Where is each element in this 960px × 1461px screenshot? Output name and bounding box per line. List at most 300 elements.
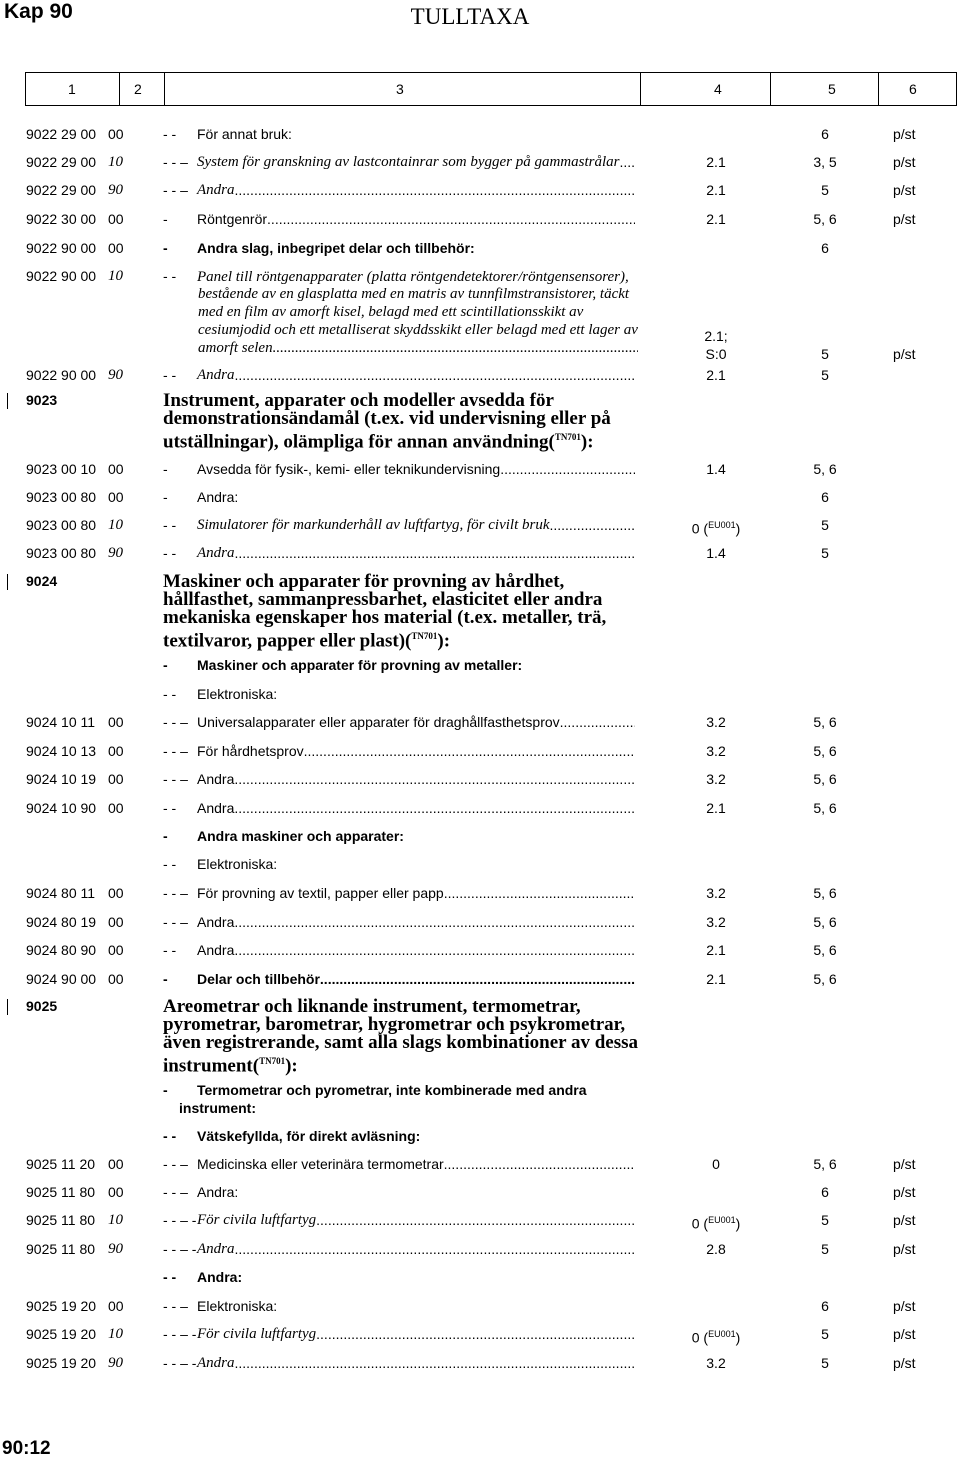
chapter-label: Kap 90	[4, 0, 73, 23]
taric-suffix: 90	[108, 1355, 123, 1371]
description-body	[163, 1240, 635, 1258]
vat-code: 6	[821, 240, 829, 256]
description	[163, 742, 635, 760]
column-header	[25, 72, 957, 106]
column-number: 6	[909, 81, 917, 97]
duty-code	[686, 1325, 746, 1347]
cn-code: 9023 00 10	[26, 461, 97, 477]
vat-code: 5	[821, 367, 829, 383]
description	[163, 884, 635, 902]
vat-code: 5, 6	[813, 771, 837, 787]
description-text: Andra:	[197, 1184, 239, 1200]
supplementary-unit: p/st	[893, 1355, 916, 1371]
duty-code-value: 3.2	[706, 714, 726, 730]
vat-code: 6	[821, 1298, 829, 1314]
description-text: Elektroniska:	[197, 686, 278, 702]
description-body	[163, 460, 635, 478]
taric-suffix: 10	[108, 1212, 123, 1228]
vat-code: 3, 5	[813, 154, 837, 170]
vat-code: 6	[821, 1184, 829, 1200]
description-text: Andra:	[197, 1269, 243, 1285]
duty-code-line: 2.1;	[704, 328, 728, 344]
heading-line	[163, 627, 643, 650]
heading-line-text: utställningar), olämpliga för annan användning(	[163, 431, 555, 453]
vat-code: 5	[821, 1241, 829, 1257]
leader-dots	[234, 799, 635, 817]
duty-code-value: 2.8	[706, 1241, 726, 1257]
description-text: Andra maskiner och apparater:	[197, 828, 404, 844]
description-line-text: med en film av amorft kisel, belagd med ett scintillationsskikt av	[198, 304, 584, 320]
cn-code: 9022 29 00	[26, 182, 97, 198]
supplementary-unit: p/st	[893, 346, 916, 362]
vat-code: 5	[821, 1326, 829, 1342]
description-body	[163, 827, 635, 845]
duty-code	[686, 770, 746, 788]
duty-code-value: 2.1	[706, 971, 726, 987]
column-divider	[770, 73, 771, 105]
vat-code: 5	[821, 346, 829, 362]
footnote-ref: EU001	[708, 1215, 736, 1225]
description	[163, 1325, 635, 1343]
description-line	[198, 321, 638, 339]
vat-code: 5, 6	[813, 714, 837, 730]
duty-code-end: )	[735, 1215, 741, 1232]
leader-dots	[234, 941, 635, 959]
description-body	[163, 1183, 635, 1201]
indent-dashes: -	[163, 657, 168, 673]
description-line-text: cesiumjodid och ett metalliserat skyddsskikt eller belagd med ett lager av	[198, 322, 638, 338]
vat-code: 5	[821, 1355, 829, 1371]
description-line-text: bestående av en glasplatta med en matris av tunnfilmstransistorer, täckt	[198, 286, 630, 302]
vat-code: 5, 6	[813, 461, 837, 477]
vat-code: 5, 6	[813, 743, 837, 759]
taric-suffix: 90	[108, 367, 123, 383]
description	[163, 181, 635, 199]
indent-dashes: - - – -	[163, 1212, 197, 1228]
description-body	[163, 1354, 635, 1372]
description-text: För hårdhetsprov	[197, 743, 304, 759]
duty-code	[686, 544, 746, 562]
duty-code-value: 3.2	[706, 743, 726, 759]
indent-dashes: -	[163, 211, 168, 227]
vat-code: 6	[821, 126, 829, 142]
cn-code: 9024 80 11	[26, 885, 96, 901]
cn-code: 9024 80 90	[26, 942, 97, 958]
description-body	[163, 1155, 635, 1173]
cn-code: 9025 19 20	[26, 1355, 97, 1371]
duty-code-end: )	[735, 1329, 741, 1346]
description-text: Andra	[197, 367, 235, 383]
supplementary-unit: p/st	[893, 1241, 916, 1257]
supplementary-unit: p/st	[893, 154, 916, 170]
duty-code-value: 2.1	[706, 211, 726, 227]
indent-dashes: - - – -	[163, 1326, 197, 1342]
taric-suffix: 10	[108, 1326, 123, 1342]
heading-text	[163, 392, 643, 451]
cn-code: 9022 29 00	[26, 126, 97, 142]
taric-suffix: 00	[108, 1298, 124, 1314]
vat-code: 5, 6	[813, 971, 837, 987]
description	[163, 827, 635, 845]
duty-code	[686, 799, 746, 817]
vat-code: 5, 6	[813, 885, 837, 901]
footnote-ref: TN701	[411, 631, 438, 641]
description-line: instrument:	[179, 1100, 256, 1116]
description	[163, 516, 635, 534]
description-body	[163, 855, 635, 873]
duty-code	[686, 742, 746, 760]
taric-suffix: 00	[108, 211, 124, 227]
description-text: Andra	[197, 1355, 235, 1371]
vat-code: 5	[821, 182, 829, 198]
description-body	[163, 125, 635, 143]
heading-line: pyrometrar, barometrar, hygrometrar och psykrometrar,	[163, 1014, 626, 1035]
taric-suffix: 90	[108, 1241, 123, 1257]
footnote-ref: TN701	[554, 432, 581, 442]
description-body	[163, 884, 635, 902]
description-body	[163, 742, 635, 760]
description	[163, 799, 635, 817]
heading-text	[163, 573, 643, 650]
description-body	[163, 181, 635, 199]
description	[163, 1211, 635, 1229]
description-text: Andra	[197, 771, 235, 787]
duty-code-end: )	[735, 520, 741, 537]
description-body	[163, 239, 635, 257]
leader-dots	[235, 544, 636, 562]
description	[163, 460, 635, 478]
taric-suffix: 90	[108, 182, 123, 198]
heading-line: mekaniska egenskaper hos material (t.ex. metaller, trä,	[163, 607, 607, 628]
footnote-ref: TN701	[259, 1056, 286, 1066]
leader-dots	[444, 884, 635, 902]
description-text: Avsedda för fysik-, kemi- eller teknikundervisning	[197, 461, 501, 477]
taric-suffix: 00	[108, 1156, 124, 1172]
taric-suffix: 00	[108, 914, 124, 930]
description-text: Röntgenrör	[197, 211, 268, 227]
taric-suffix: 00	[108, 489, 124, 505]
heading-line: Maskiner och apparater för provning av hårdhet,	[163, 571, 565, 592]
description-body	[163, 1211, 635, 1229]
taric-suffix: 00	[108, 1184, 124, 1200]
indent-dashes: - - –	[163, 914, 188, 930]
description-body	[163, 970, 635, 988]
heading-line: även registrerande, samt alla slags kombinationer av dessa	[163, 1032, 639, 1053]
description-text: Vätskefyllda, för direkt avläsning:	[197, 1128, 421, 1144]
description-text: Medicinska eller veterinära termometrar	[197, 1156, 444, 1172]
cn-code: 9024 80 19	[26, 914, 97, 930]
description	[163, 153, 635, 171]
description-line: Panel till röntgenapparater (platta röntgendetektorer/röntgensensorer),	[197, 269, 629, 285]
vat-code: 5	[821, 1212, 829, 1228]
duty-code-value: 0	[712, 1156, 720, 1172]
description-text: För annat bruk:	[197, 126, 292, 142]
page-number: 90:12	[2, 1438, 51, 1459]
supplementary-unit: p/st	[893, 126, 916, 142]
indent-dashes: -	[163, 489, 168, 505]
description-body	[163, 656, 635, 674]
column-divider	[640, 73, 641, 105]
description	[163, 685, 635, 703]
cn-code: 9023 00 80	[26, 489, 97, 505]
description	[163, 239, 635, 257]
leader-dots	[234, 770, 635, 788]
cn-code: 9025 19 20	[26, 1326, 97, 1342]
duty-code-value: 1.4	[706, 545, 726, 561]
leader-dots	[620, 153, 636, 171]
description	[163, 366, 635, 384]
indent-dashes: - -	[163, 1269, 177, 1285]
leader-dots	[273, 339, 638, 357]
heading-line-text: textilvaror, papper eller plast)(	[163, 630, 412, 652]
duty-code	[686, 970, 746, 988]
duty-code	[686, 941, 746, 959]
description-text: Elektroniska:	[197, 1298, 278, 1314]
cn-code: 9023 00 80	[26, 545, 97, 561]
heading-code: 9023	[26, 392, 58, 408]
taric-suffix: 10	[108, 154, 123, 170]
duty-code-value: 2.1	[706, 182, 726, 198]
duty-code-value: 1.4	[706, 461, 726, 477]
cn-code: 9025 11 20	[26, 1156, 96, 1172]
indent-dashes: - - –	[163, 182, 188, 198]
duty-code	[686, 460, 746, 478]
leader-dots	[320, 970, 635, 988]
heading-line: Instrument, apparater och modeller avsedda för	[163, 390, 554, 411]
description-body	[163, 770, 635, 788]
vat-code: 5, 6	[813, 211, 837, 227]
cn-code: 9024 10 11	[26, 714, 96, 730]
description	[163, 488, 635, 506]
description-text: Andra	[197, 914, 235, 930]
duty-code-value: 0 (	[691, 520, 709, 537]
duty-code	[686, 327, 746, 363]
column-number: 3	[396, 81, 404, 97]
indent-dashes: -	[163, 240, 168, 256]
duty-code-value: 2.1	[706, 942, 726, 958]
heading-line	[163, 428, 643, 451]
duty-code-value: 3.2	[706, 914, 726, 930]
description	[163, 1240, 635, 1258]
revision-bar	[7, 574, 8, 590]
column-number: 2	[134, 81, 142, 97]
taric-suffix: 00	[108, 714, 124, 730]
heading-line-text: instrument(	[163, 1055, 260, 1077]
description-body	[163, 488, 635, 506]
cn-code: 9022 90 00	[26, 268, 97, 284]
duty-code	[686, 1155, 746, 1173]
column-divider	[119, 73, 120, 105]
description-body	[163, 713, 635, 731]
description-text: Elektroniska:	[197, 856, 278, 872]
leader-dots	[267, 210, 635, 228]
vat-code: 5, 6	[813, 1156, 837, 1172]
footnote-ref: EU001	[708, 1329, 736, 1339]
duty-code-value: 0 (	[691, 1215, 709, 1232]
supplementary-unit: p/st	[893, 1326, 916, 1342]
indent-dashes: - -	[163, 686, 177, 702]
indent-dashes: -	[163, 461, 168, 477]
description-body	[163, 1268, 635, 1286]
description-body	[163, 799, 635, 817]
taric-suffix: 00	[108, 240, 124, 256]
vat-code: 5, 6	[813, 914, 837, 930]
description-body	[163, 210, 635, 228]
heading-line: demonstrationsändamål (t.ex. vid undervisning eller på	[163, 408, 611, 429]
description-text: För civila luftfartyg	[197, 1212, 317, 1228]
description	[163, 210, 635, 228]
description-line	[198, 303, 638, 321]
duty-code-value: 3.2	[706, 885, 726, 901]
heading-line: hållfasthet, sammanpressbarhet, elasticitet eller andra	[163, 589, 603, 610]
document-title: TULLTAXA	[410, 4, 530, 29]
revision-bar	[7, 393, 8, 409]
duty-code	[686, 1354, 746, 1372]
vat-code: 5	[821, 545, 829, 561]
cn-code: 9025 11 80	[26, 1184, 96, 1200]
footnote-ref: EU001	[708, 520, 736, 530]
supplementary-unit: p/st	[893, 1298, 916, 1314]
description	[163, 544, 635, 562]
leader-dots	[235, 181, 636, 199]
duty-code	[686, 181, 746, 199]
description	[163, 125, 635, 143]
description-text: Delar och tillbehör	[197, 971, 320, 987]
cn-code: 9025 11 80	[26, 1241, 96, 1257]
indent-dashes: - - –	[163, 743, 188, 759]
indent-dashes: - -	[163, 367, 177, 383]
cn-code: 9024 10 19	[26, 771, 97, 787]
leader-dots	[500, 460, 635, 478]
duty-code	[686, 366, 746, 384]
cn-code: 9022 29 00	[26, 154, 97, 170]
indent-dashes: - -	[163, 856, 177, 872]
heading-line	[163, 1052, 643, 1075]
description	[163, 713, 635, 731]
description-text: Simulatorer för markunderhåll av luftfartyg, för civilt bruk	[197, 517, 550, 533]
taric-suffix: 00	[108, 126, 124, 142]
taric-suffix: 00	[108, 971, 124, 987]
indent-dashes: - - –	[163, 154, 188, 170]
heading-line-end: ):	[580, 431, 594, 453]
duty-code	[686, 1211, 746, 1233]
supplementary-unit: p/st	[893, 182, 916, 198]
description	[163, 267, 635, 286]
description	[163, 1297, 635, 1315]
supplementary-unit: p/st	[893, 211, 916, 227]
column-divider	[164, 73, 165, 105]
vat-code: 6	[821, 489, 829, 505]
description-text: System för granskning av lastcontainrar som bygger på gammastrålar	[197, 154, 620, 170]
description-text: Andra	[197, 942, 235, 958]
taric-suffix: 00	[108, 800, 124, 816]
indent-dashes: - - – -	[163, 1241, 197, 1257]
taric-suffix: 00	[108, 771, 124, 787]
description	[163, 1354, 635, 1372]
cn-code: 9023 00 80	[26, 517, 97, 533]
duty-code-value: 2.1	[706, 800, 726, 816]
leader-dots	[304, 742, 635, 760]
leader-dots	[316, 1325, 635, 1343]
description-line: Termometrar och pyrometrar, inte kombinerade med andra	[197, 1082, 587, 1098]
description	[163, 1155, 635, 1173]
description-text: För provning av textil, papper eller papp	[197, 885, 444, 901]
description-body	[163, 153, 635, 171]
taric-suffix: 00	[108, 885, 124, 901]
description	[163, 1081, 635, 1117]
description-line-text: amorft selen	[198, 340, 273, 356]
cn-code: 9024 10 13	[26, 743, 97, 759]
duty-code	[686, 913, 746, 931]
cn-code: 9022 90 00	[26, 367, 97, 383]
duty-code-value: 2.1	[706, 367, 726, 383]
duty-code-line: S:0	[705, 346, 727, 362]
vat-code: 5, 6	[813, 942, 837, 958]
cn-code: 9022 90 00	[26, 240, 97, 256]
cn-code: 9022 30 00	[26, 211, 97, 227]
indent-dashes: - - –	[163, 1298, 188, 1314]
taric-suffix: 00	[108, 942, 124, 958]
heading-line-end: ):	[285, 1055, 298, 1077]
indent-dashes: - - –	[163, 885, 188, 901]
indent-dashes: - -	[163, 1128, 177, 1144]
description-text: Andra	[197, 545, 235, 561]
supplementary-unit: p/st	[893, 1212, 916, 1228]
vat-code: 5	[821, 517, 829, 533]
leader-dots	[235, 366, 636, 384]
description-body	[163, 1127, 635, 1145]
description-continuation	[198, 285, 638, 357]
description-text: För civila luftfartyg	[197, 1326, 317, 1342]
supplementary-unit: p/st	[893, 1156, 916, 1172]
description	[163, 770, 635, 788]
column-divider	[878, 73, 879, 105]
description-body	[163, 544, 635, 562]
description-line	[198, 285, 638, 303]
taric-suffix: 10	[108, 517, 123, 533]
description-body	[163, 366, 635, 384]
leader-dots	[316, 1211, 635, 1229]
description-text: Maskiner och apparater för provning av metaller:	[197, 657, 523, 673]
duty-code-value: 3.2	[706, 1355, 726, 1371]
description	[163, 941, 635, 959]
indent-dashes: -	[163, 828, 168, 844]
duty-code	[686, 210, 746, 228]
column-number: 1	[68, 81, 76, 97]
indent-dashes: - -	[163, 126, 177, 142]
vat-code: 5, 6	[813, 800, 837, 816]
indent-dashes: - - –	[163, 1156, 188, 1172]
taric-suffix: 00	[108, 461, 124, 477]
revision-bar	[7, 999, 8, 1015]
description-text: Andra	[197, 800, 235, 816]
supplementary-unit: p/st	[893, 1184, 916, 1200]
indent-dashes: - - – -	[163, 1355, 197, 1371]
column-number: 4	[714, 81, 722, 97]
heading-text	[163, 998, 643, 1075]
heading-code: 9024	[26, 573, 58, 589]
indent-dashes: - -	[163, 800, 177, 816]
leader-dots	[235, 1354, 636, 1372]
taric-suffix: 90	[108, 545, 123, 561]
description-text: Universalapparater eller apparater för draghållfasthetsprov	[197, 714, 560, 730]
description	[163, 913, 635, 931]
indent-dashes: - -	[163, 942, 177, 958]
taric-suffix: 00	[108, 743, 124, 759]
description-body	[163, 913, 635, 931]
leader-dots	[549, 516, 635, 534]
indent-dashes: - - –	[163, 714, 188, 730]
